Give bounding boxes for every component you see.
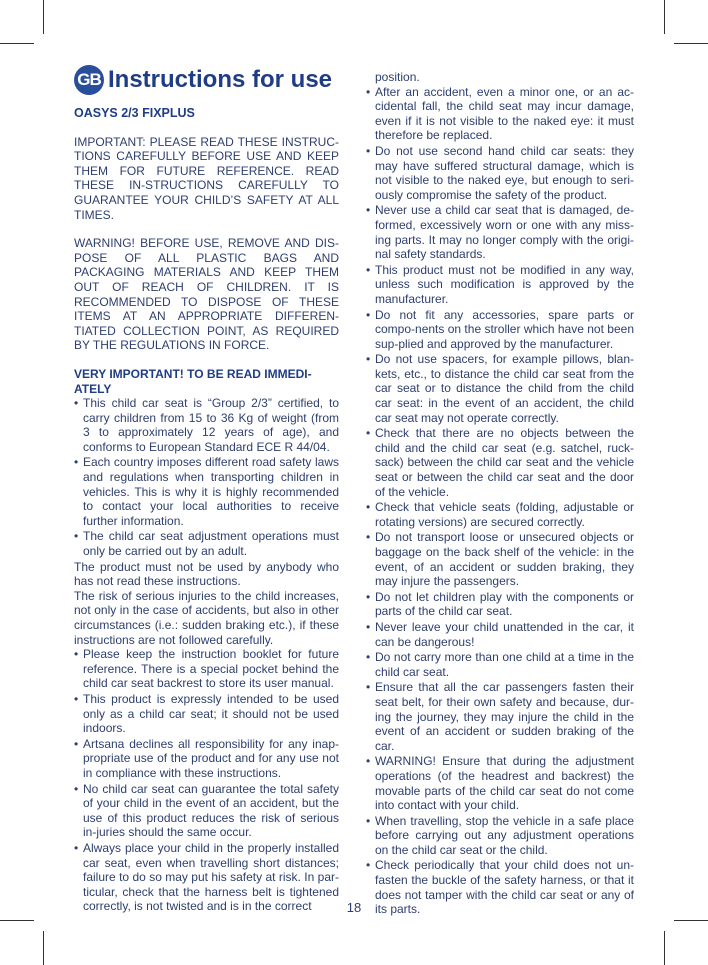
important-notice: IMPORTANT: PLEASE READ THESE INSTRUC-TIONS CAREFULLY BEFORE USE AND KEEP THEM FOR FUTURE REFERENCE. READ THESE IN-STRUCTIONS CAREFULLY TO GUARANTEE YOUR CHILD’S SAFETY AT ALL TIMES. (74, 134, 339, 222)
list-item: • Each country imposes different road safety laws and regulations when transporting children in vehicles. This is why it is highly recommended to contact your local authorities to receive further information. (74, 455, 339, 528)
model-name: OASYS 2/3 FIXPLUS (74, 106, 195, 120)
warning-notice: WARNING! BEFORE USE, REMOVE AND DIS-POSE OF ALL PLASTIC BAGS AND PACKAGING MATERIALS AND KEEP THEM OUT OF REACH OF CHILDREN. IT IS RECOMMENDED TO DISPOSE OF THESE ITEMS AT AN APPROPRIATE DIFFEREN-TIATED COLLECTION POINT, AS REQUIRED BY THE REGULATIONS IN FORCE. (74, 236, 339, 353)
continuation-text: position. (375, 70, 420, 84)
list-item: • Check that there are no objects between the child and the child car seat (e.g. satchel, ruck-sack) between the child car seat and the vehicle seat or between the child car seat and the door of the vehicle. (366, 426, 634, 499)
crop-mark (43, 0, 44, 34)
bullet-list-a (74, 396, 339, 559)
list-item: • Do not use spacers, for example pillows, blan-kets, etc., to distance the child car seat from the car seat or to distance the child from the child car seat: in the event of an accident, the child car seat may not operate correctly. (366, 352, 634, 425)
crop-mark (0, 920, 34, 921)
list-item: • WARNING! Ensure that during the adjustment operations (of the headrest and backrest) the movable parts of the child car seat do not come into contact with your child. (366, 754, 634, 812)
list-item: • Check that vehicle seats (folding, adjustable or rotating versions) are secured correctly. (366, 500, 634, 529)
list-item: • Please keep the instruction booklet for future reference. There is a special pocket behind the child car seat backrest to store its user manual. (74, 647, 339, 691)
crop-mark (664, 0, 665, 34)
list-item: • Do not use second hand child car seats: they may have suffered structural damage, which is not visible to the naked eye, but enough to seri-ously compromise the safety of the product. (366, 144, 634, 202)
list-item: • Never leave your child unattended in the car, it can be dangerous! (366, 620, 634, 649)
paragraph: The risk of serious injuries to the child increases, not only in the case of accidents, but also in other circumstances (i.e.: sudden braking etc.), if these instructions are not followed carefully. (74, 588, 339, 647)
title-row (74, 62, 339, 98)
list-item: • Do not fit any accessories, spare parts or compo-nents on the stroller which have not been sup-plied and approved by the manufacturer. (366, 308, 634, 352)
list-item: • Do not transport loose or unsecured objects or baggage on the back shelf of the vehicle: in the event, of an accident or sudden braking, they may injure the passengers. (366, 530, 634, 588)
language-badge: GB (74, 65, 104, 95)
page-title: Instructions for use (108, 65, 333, 93)
bullet-list-b (74, 647, 339, 914)
crop-mark (674, 920, 708, 921)
bullet-list-c (366, 85, 634, 917)
list-item: • Do not carry more than one child at a time in the child car seat. (366, 650, 634, 679)
list-item: • This product is expressly intended to be used only as a child car seat; it should not be used indoors. (74, 692, 339, 736)
page-number: 18 (346, 900, 362, 915)
list-item: • Ensure that all the car passengers fasten their seat belt, for their own safety and because, dur-ing the journey, they may injure the child in the event of an accident or sudden braking of the car. (366, 680, 634, 753)
list-item: • The child car seat adjustment operations must only be carried out by an adult. (74, 529, 339, 558)
list-item: • Never use a child car seat that is damaged, de-formed, excessively worn or one with any miss-ing parts. It may no longer comply with the origi-nal safety standards. (366, 203, 634, 261)
crop-mark (664, 931, 665, 965)
list-item: • When travelling, stop the vehicle in a safe place before carrying out any adjustment operations on the child car seat or the child. (366, 814, 634, 858)
list-item: • Do not let children play with the components or parts of the child car seat. (366, 590, 634, 619)
list-item: • This child car seat is “Group 2/3” certified, to carry children from 15 to 36 Kg of weight (from 3 to approximately 12 years of age), and conforms to European Standard ECE R 44/04. (74, 396, 339, 454)
crop-mark (674, 43, 708, 44)
list-item: • Check periodically that your child does not un-fasten the buckle of the safety harness, or that it does not tamper with the child car seat or any of its parts. (366, 858, 634, 916)
left-column (74, 62, 339, 915)
list-item: • No child car seat can guarantee the total safety of your child in the event of an accident, but the use of this product reduces the risk of serious in-juries should the same occur. (74, 782, 339, 840)
right-column (366, 70, 634, 918)
crop-mark (0, 43, 34, 44)
list-item: • Always place your child in the properly installed car seat, even when travelling short distances; failure to do so may put his safety at risk. In par-ticular, check that the harness belt is tightened correctly, is not twisted and is in the correct (74, 841, 339, 914)
list-item: • After an accident, even a minor one, or an ac-cidental fall, the child seat may incur damage, even if it is not visible to the naked eye: it must therefore be replaced. (366, 85, 634, 143)
list-item: • Artsana declines all responsibility for any inap-propriate use of the product and for any use not in compliance with these instructions. (74, 737, 339, 781)
paragraph: The product must not be used by anybody who has not read these instructions. (74, 559, 339, 589)
section-heading: VERY IMPORTANT! TO BE READ IMMEDI-ATELY (74, 366, 312, 396)
crop-mark (43, 931, 44, 965)
list-item: • This product must not be modified in any way, unless such modification is approved by the manufacturer. (366, 263, 634, 307)
